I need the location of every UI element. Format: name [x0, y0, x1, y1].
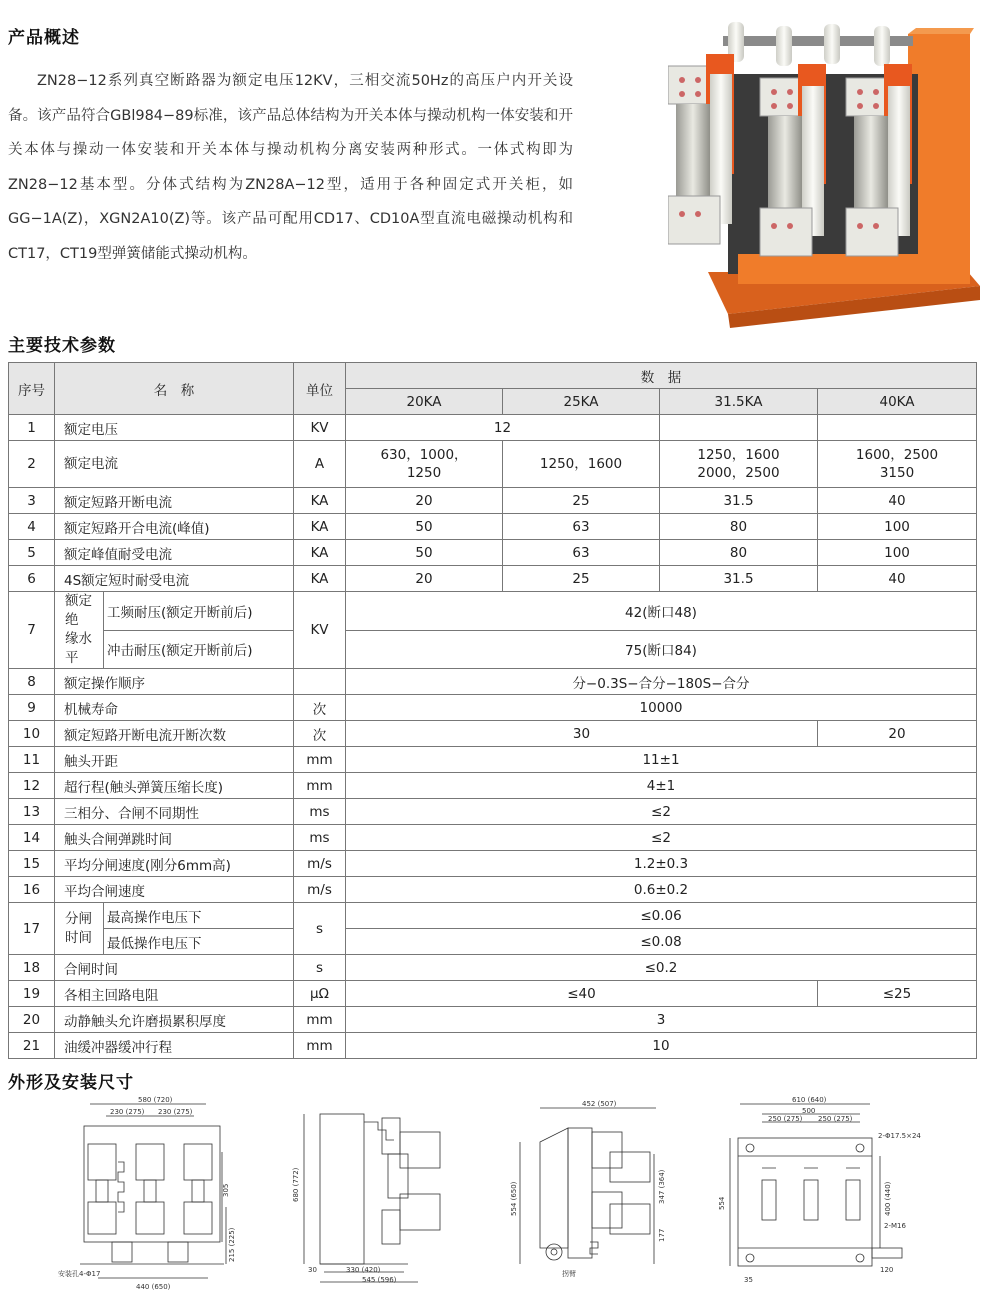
- table-row: 4 额定短路开合电流(峰值) KA 50 63 80 100: [9, 514, 977, 540]
- col-20ka: 20KA: [346, 389, 503, 415]
- table-row: 最低操作电压下 ≤0.08: [9, 929, 977, 955]
- dim-side-a: 30: [308, 1266, 317, 1274]
- dim-width-total: 580 (720): [138, 1096, 173, 1104]
- dim-top-width-b: 250 (275): [818, 1115, 853, 1123]
- dim-top-width-total: 610 (640): [792, 1096, 827, 1104]
- table-row: 11 触头开距 mm 11±1: [9, 747, 977, 773]
- dim-side-height: 680 (772): [292, 1167, 300, 1202]
- dim-height-a: 305: [222, 1183, 230, 1197]
- side-view-drawing: [288, 1092, 468, 1298]
- dim-top-width-a: 250 (275): [768, 1115, 803, 1123]
- dim-arm-height-3: 177: [658, 1228, 666, 1242]
- table-row: 冲击耐压(额定开断前后) 75(断口84): [9, 630, 977, 669]
- table-row: 9 机械寿命 次 10000: [9, 695, 977, 721]
- table-row: 16 平均合闸速度 m/s 0.6±0.2: [9, 877, 977, 903]
- col-name-header: 名 称: [55, 363, 294, 415]
- top-holes-label: 2-Φ17.5×24: [878, 1132, 921, 1140]
- dim-base: 440 (650): [136, 1283, 171, 1291]
- dim-arm-width: 452 (507): [582, 1100, 617, 1108]
- table-row: 21 油缓冲器缓冲行程 mm 10: [9, 1033, 977, 1059]
- table-row: 1 额定电压 KV 12: [9, 415, 977, 441]
- col-25ka: 25KA: [503, 389, 660, 415]
- dim-arm-height: 554 (650): [510, 1181, 518, 1216]
- overview-heading: 产品概述: [8, 28, 80, 48]
- dim-top-b: 120: [880, 1266, 894, 1274]
- dim-width-b: 230 (275): [158, 1108, 193, 1116]
- product-photo: [668, 14, 980, 332]
- table-row: 5 额定峰值耐受电流 KA 50 63 80 100: [9, 540, 977, 566]
- col-data-header: 数 据: [346, 363, 977, 389]
- col-40ka: 40KA: [818, 389, 977, 415]
- dimensions-heading: 外形及安装尺寸: [8, 1073, 134, 1093]
- front-view-drawing: [58, 1092, 248, 1298]
- top-view-drawing: [714, 1092, 942, 1298]
- table-row: 20 动静触头允许磨损累积厚度 mm 3: [9, 1007, 977, 1033]
- dim-side-b: 330 (420): [346, 1266, 381, 1274]
- dim-height-b: 215 (225): [228, 1227, 236, 1262]
- dim-side-c: 545 (596): [362, 1276, 397, 1284]
- table-row: 15 平均分闸速度(刚分6mm高) m/s 1.2±0.3: [9, 851, 977, 877]
- table-row: 12 超行程(触头弹簧压缩长度) mm 4±1: [9, 773, 977, 799]
- table-row: 7 额定绝 缘水平 工频耐压(额定开断前后) KV 42(断口48): [9, 592, 977, 631]
- table-row: 18 合闸时间 s ≤0.2: [9, 955, 977, 981]
- table-row: 14 触头合闸弹跳时间 ms ≤2: [9, 825, 977, 851]
- table-row: 19 各相主回路电阻 μΩ ≤40 ≤25: [9, 981, 977, 1007]
- dim-width-a: 230 (275): [110, 1108, 145, 1116]
- col-no-header: 序号: [9, 363, 55, 415]
- spec-table: [8, 362, 977, 1059]
- table-row: 6 4S额定短时耐受电流 KA 20 25 31.5 40: [9, 566, 977, 592]
- bolt-label: 2-M16: [884, 1222, 906, 1230]
- dim-top-height-2: 400 (440): [884, 1181, 892, 1216]
- dim-top-width-mid: 500: [802, 1107, 816, 1115]
- col-31-5ka: 31.5KA: [660, 389, 818, 415]
- specs-heading: 主要技术参数: [8, 336, 116, 356]
- table-row: 3 额定短路开断电流 KA 20 25 31.5 40: [9, 488, 977, 514]
- table-row: 2 额定电流 A 630，1000， 1250 1250，1600 1250，1600 2000，2500 1600，2500 3150: [9, 441, 977, 488]
- mount-holes-label: 安装孔4-Φ17: [58, 1270, 101, 1278]
- table-row: 13 三相分、合闸不同期性 ms ≤2: [9, 799, 977, 825]
- arm-label: 拐臂: [562, 1270, 576, 1278]
- dim-top-height: 554: [718, 1196, 726, 1210]
- overview-text: ZN28−12系列真空断路器为额定电压12KV，三相交流50Hz的高压户内开关设备。该产品符合GBl984−89标准，该产品总体结构为开关本体与操动机构一体安装和开关本体与操动一体安装和开关本体与操动机构分离安装两种形式。一体式构即为ZN28−12基本型。分体式结构为ZN28A−12型，适用于各种固定式开关柜，如GG−1A(Z)，XGN2A10(Z)等。该产品可配用CD17、CD10A型直流电磁操动机构和CT17，CT19型弹簧储能式操动机构。: [8, 73, 573, 262]
- table-row: 17 分闸 时间 最高操作电压下 s ≤0.06: [9, 903, 977, 929]
- table-row: 10 额定短路开断电流开断次数 次 30 20: [9, 721, 977, 747]
- dim-top-a: 35: [744, 1276, 753, 1284]
- table-row: 8 额定操作顺序 分−0.3S−合分−180S−合分: [9, 669, 977, 695]
- arm-view-drawing: [504, 1092, 694, 1298]
- dim-arm-height-2: 347 (364): [658, 1169, 666, 1204]
- col-unit-header: 单位: [294, 363, 346, 415]
